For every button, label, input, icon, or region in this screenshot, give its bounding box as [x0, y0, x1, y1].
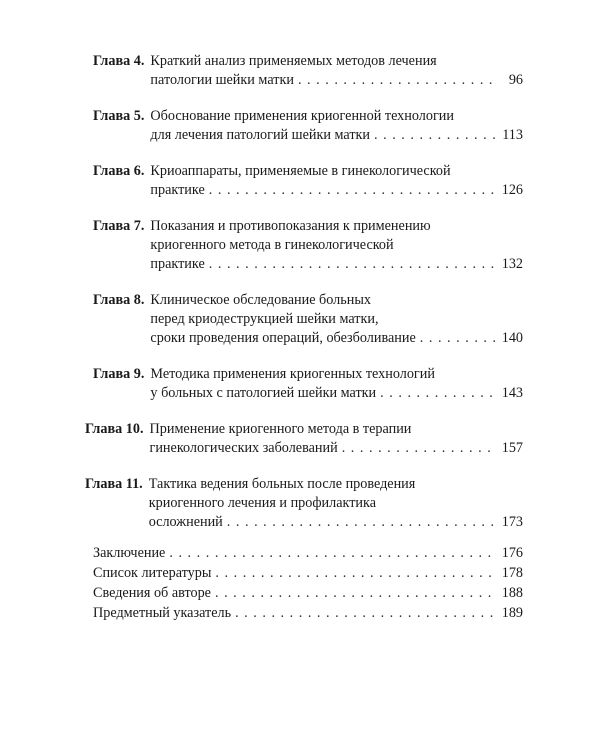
page-number: 113 — [502, 127, 523, 143]
toc-back-matter — [93, 544, 523, 623]
toc-entry-subject-index[interactable] — [93, 604, 523, 623]
toc-entry-chapter-11[interactable] — [85, 475, 523, 532]
chapter-title-line: Краткий анализ применяемых методов лечения — [150, 53, 437, 69]
page-number: 176 — [501, 545, 523, 561]
dot-leader — [215, 584, 497, 603]
chapter-title-line: криогенного лечения и профилактика — [148, 495, 376, 511]
chapter-title-line: Криоаппараты, применяемые в гинекологической — [150, 163, 451, 179]
dot-leader — [169, 544, 497, 563]
dot-leader — [374, 126, 497, 145]
chapter-title — [150, 162, 523, 200]
page-number: 188 — [501, 585, 523, 601]
chapter-title-line: для лечения патологий шейки матки — [150, 127, 371, 143]
chapter-label: Глава 9. — [93, 366, 145, 382]
chapter-title — [150, 420, 523, 458]
page-number: 189 — [501, 605, 523, 621]
page-number: 178 — [501, 565, 523, 581]
page-number: 143 — [501, 385, 523, 401]
chapter-title — [150, 291, 523, 348]
page-number: 96 — [508, 72, 523, 88]
dot-leader — [209, 181, 497, 200]
dot-leader — [209, 255, 497, 274]
dot-leader — [227, 513, 497, 532]
chapter-title-line: Обоснование применения криогенной технологии — [150, 108, 454, 124]
toc-entry-chapter-7[interactable] — [93, 217, 523, 274]
chapter-title-last-line — [150, 126, 523, 145]
chapter-label: Глава 8. — [93, 292, 145, 308]
entry-title: Список литературы — [93, 565, 212, 581]
entry-title: Сведения об авторе — [93, 585, 211, 601]
entry-title: Заключение — [93, 545, 166, 561]
toc-entry-conclusion[interactable] — [93, 544, 523, 563]
page-number: 126 — [501, 182, 523, 198]
entry-title: Предметный указатель — [93, 605, 232, 621]
chapter-title — [150, 52, 523, 90]
chapter-label: Глава 4. — [93, 53, 145, 69]
toc-entry-chapter-8[interactable] — [93, 291, 523, 348]
chapter-title — [149, 475, 523, 532]
chapter-title-line: Показания и противопоказания к применению — [150, 218, 431, 234]
page-number: 132 — [501, 256, 523, 272]
chapter-title-line: патологии шейки матки — [150, 72, 294, 88]
chapter-label: Глава 5. — [93, 108, 145, 124]
chapter-title-line: перед криодеструкцией шейки матки, — [150, 311, 379, 327]
page-number: 173 — [501, 514, 523, 530]
page-number: 157 — [501, 440, 523, 456]
toc-entry-chapter-10[interactable] — [85, 420, 523, 458]
dot-leader — [298, 71, 497, 90]
toc-entry-chapter-6[interactable] — [93, 162, 523, 200]
chapter-title-line: Тактика ведения больных после проведения — [148, 476, 416, 492]
chapter-label: Глава 11. — [85, 476, 143, 492]
chapter-title-last-line — [150, 384, 523, 403]
chapter-title-last-line — [150, 71, 523, 90]
chapter-title — [150, 107, 523, 145]
chapter-title-line: практике — [150, 256, 205, 272]
chapter-title-line: криогенного метода в гинекологической — [150, 237, 394, 253]
chapter-title — [150, 365, 523, 403]
dot-leader — [235, 604, 497, 623]
chapter-label: Глава 7. — [93, 218, 145, 234]
chapter-title-line: у больных с патологией шейки матки — [150, 385, 377, 401]
dot-leader — [420, 329, 497, 348]
chapter-label: Глава 6. — [93, 163, 145, 179]
chapter-title-line: Методика применения криогенных технологий — [150, 366, 435, 382]
chapter-title-last-line — [149, 513, 523, 532]
chapter-title-last-line — [150, 181, 523, 200]
toc-entry-chapter-9[interactable] — [93, 365, 523, 403]
chapter-title-last-line — [150, 255, 523, 274]
chapter-title-line: сроки проведения операций, обезболивание — [150, 330, 416, 346]
toc-entry-about-author[interactable] — [93, 584, 523, 603]
chapter-label: Глава 10. — [85, 421, 144, 437]
chapter-title-last-line — [150, 329, 523, 348]
dot-leader — [342, 439, 497, 458]
chapter-title-line: практике — [150, 182, 205, 198]
toc-entry-chapter-5[interactable] — [93, 107, 523, 145]
chapter-title-line: Клиническое обследование больных — [150, 292, 371, 308]
dot-leader — [380, 384, 497, 403]
dot-leader — [215, 564, 497, 583]
chapter-title — [150, 217, 523, 274]
page-number: 140 — [501, 330, 523, 346]
chapter-title-line: гинекологических заболеваний — [149, 440, 338, 456]
toc-entry-references[interactable] — [93, 564, 523, 583]
chapter-title-line: Применение криогенного метода в терапии — [149, 421, 412, 437]
toc-entry-chapter-4[interactable] — [93, 52, 523, 90]
chapter-title-last-line — [150, 439, 523, 458]
chapter-title-line: осложнений — [148, 514, 223, 530]
table-of-contents — [85, 52, 523, 624]
